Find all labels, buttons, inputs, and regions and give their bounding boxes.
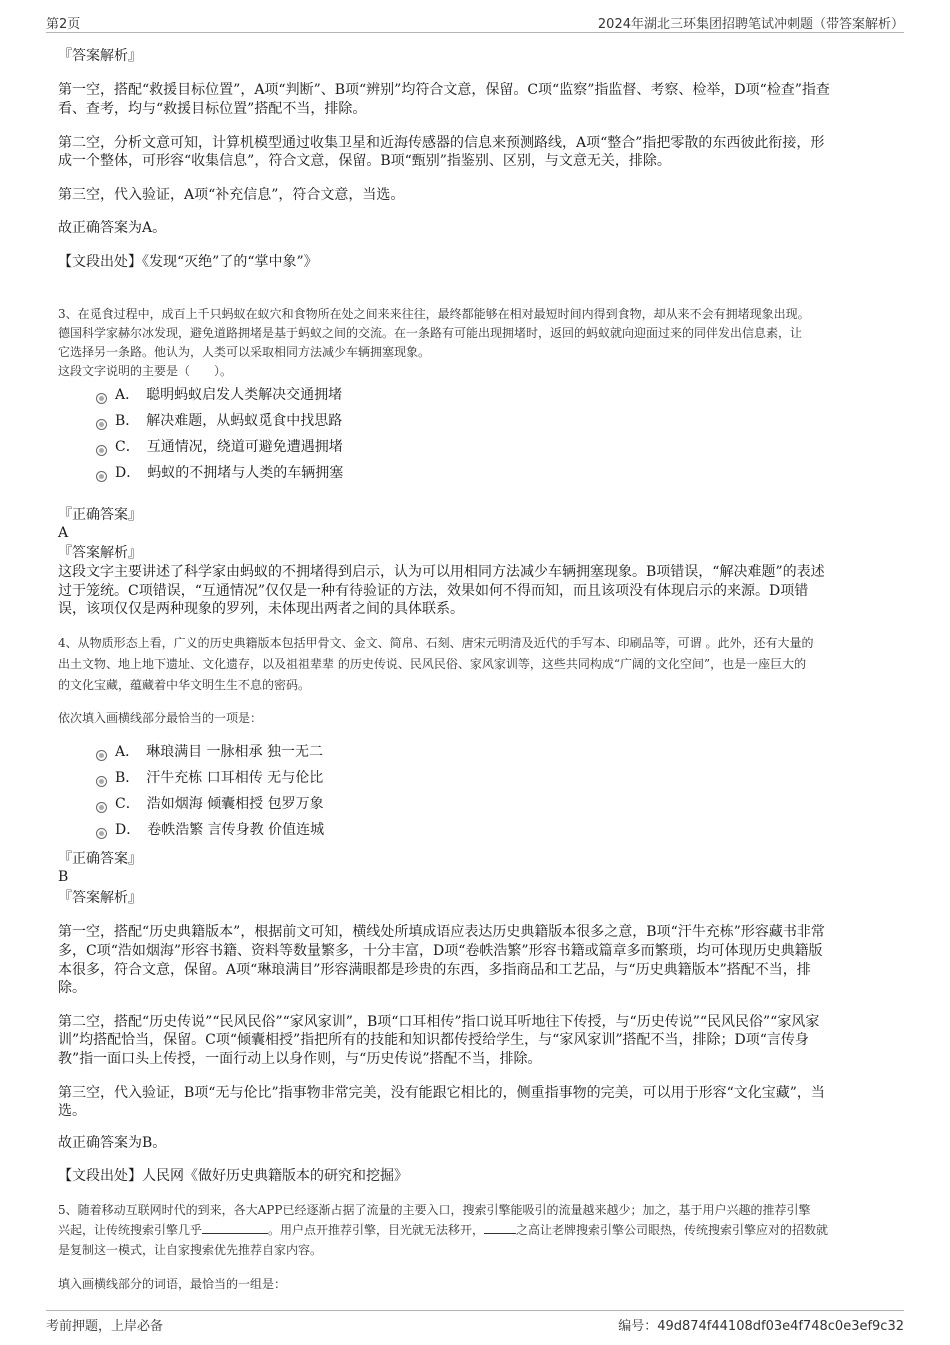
- analysis-text: 本很多，符合文意，保留。A项“琳琅满目”形容满眼都是珍贵的东西，多指商品和工艺品，与“历史典籍版本”搭配不当，排: [58, 962, 811, 978]
- analysis-text: 除。: [58, 980, 86, 996]
- question-prompt: 依次填入画横线部分最恰当的一项是：: [58, 711, 263, 725]
- analysis-text: 成一个整体，可形容“收集信息”，符合文意，保留。B项“甄别”指鉴别、区别，与文意无关，排除。: [58, 153, 671, 169]
- page-footer: [46, 1310, 904, 1335]
- question-stem: 它选择另一条路。他认为，人类可以采取相同方法减少车辆拥塞现象。: [58, 345, 431, 359]
- radio-option-a[interactable]: [96, 393, 107, 404]
- radio-option-b[interactable]: [96, 776, 107, 787]
- analysis-text: 训”均搭配恰当，保留。C项“倾囊相授”指把所有的技能和知识都传授给学生，与“家风家训”搭配不当，排除；D项“言传身: [58, 1032, 809, 1048]
- radio-option-b[interactable]: [96, 419, 107, 430]
- question-stem: 4、从物质形态上看，广义的历史典籍版本包括甲骨文、金文、简帛、石刻、唐宋元明清及近代的手写本、印刷品等，可谓 。此外，还有大量的: [58, 636, 814, 650]
- blank-line: [484, 1221, 516, 1234]
- page-header: [46, 10, 904, 33]
- question-stem: 5、随着移动互联网时代的到来，各大APP已经逐渐占据了流量的主要入口，搜索引擎能吸引的流量越来越少；加之，基于用户兴趣的推荐引擎: [58, 1203, 811, 1217]
- radio-option-c[interactable]: [96, 802, 107, 813]
- analysis-text: 过于笼统。C项错误，“互通情况”仅仅是一种有待验证的方法，效果如何不得而知，而且该项没有体现启示的来源。D项错: [58, 583, 809, 599]
- source-citation: 【文段出处】人民网《做好历史典籍版本的研究和挖掘》: [58, 1168, 408, 1184]
- question-stem: 是复制这一模式，让自家搜索优先推荐自家内容。: [58, 1243, 323, 1257]
- option-a[interactable]: A． 琳琅满目 一脉相承 独一无二: [115, 744, 324, 760]
- question-stem: 兴起，让传统搜索引擎几乎 。用户点开推荐引擎，目光就无法移开， 之高让老牌搜索引擎公司眼热，传统搜索引擎应对的招数就: [58, 1223, 829, 1237]
- document-code: 编号：49d874f44108df03e4f748c0e3ef9c32: [618, 1319, 904, 1334]
- document-title: 2024年湖北三环集团招聘笔试冲刺题（带答案解析）: [597, 17, 904, 32]
- answer-value: A: [58, 525, 69, 541]
- analysis-text: 第三空，代入验证，A项“补充信息”，符合文意，当选。: [58, 187, 405, 203]
- analysis-text: 第一空，搭配“救援目标位置”，A项“判断”、B项“辨别”均符合文意，保留。C项“监察”指监督、考察、检举，D项“检查”指查: [58, 82, 830, 98]
- radio-option-d[interactable]: [96, 828, 107, 839]
- analysis-label: 『答案解析』: [58, 545, 142, 561]
- option-c[interactable]: C． 浩如烟海 倾囊相授 包罗万象: [115, 796, 324, 812]
- final-answer: 故正确答案为B。: [58, 1135, 167, 1151]
- blank-line: [202, 1221, 268, 1234]
- analysis-text: 选。: [58, 1103, 86, 1119]
- analysis-text: 第二空，搭配“历史传说”“民风民俗”“家风家训”，B项“口耳相传”指口说耳听地往下传授，与“历史传说”“民风民俗”“家风家: [58, 1014, 820, 1030]
- option-b[interactable]: B． 汗牛充栋 口耳相传 无与伦比: [115, 770, 324, 786]
- analysis-text: 教”指一面口头上传授，一面行动上以身作则，与“历史传说”搭配不当，排除。: [58, 1051, 542, 1067]
- question-stem: 的文化宝藏，蕴藏着中华文明生生不息的密码。: [58, 678, 311, 692]
- final-answer: 故正确答案为A。: [58, 220, 167, 236]
- question-stem: 德国科学家赫尔冰发现，避免道路拥堵是基于蚂蚁之间的交流。在一条路有可能出现拥堵时，返回的蚂蚁就向迎面过来的同伴发出信息素，让: [58, 326, 803, 340]
- option-d[interactable]: D． 卷帙浩繁 言传身教 价值连城: [115, 822, 325, 838]
- option-d[interactable]: D． 蚂蚁的不拥堵与人类的车辆拥塞: [115, 465, 344, 481]
- footer-slogan: 考前押题，上岸必备: [46, 1319, 164, 1334]
- question-stem: 出土文物、地上地下遗址、文化遗存，以及祖祖辈辈 的历史传说、民风民俗、家风家训等，这些共同构成“广阔的文化空间”，也是一座巨大的: [58, 657, 807, 671]
- analysis-text: 第三空，代入验证，B项“无与伦比”指事物非常完美，没有能跟它相比的，侧重指事物的完美，可以用于形容“文化宝藏”，当: [58, 1085, 825, 1101]
- option-a[interactable]: A． 聪明蚂蚁启发人类解决交通拥堵: [115, 387, 343, 403]
- question-prompt: 填入画横线部分的词语，最恰当的一组是：: [58, 1277, 287, 1291]
- source-citation: 【文段出处】《发现“灭绝”了的“掌中象”》: [58, 254, 318, 270]
- analysis-text: 误，该项仅仅是两种现象的罗列，未体现出两者之间的具体联系。: [58, 601, 464, 617]
- page-number: 第2页: [46, 17, 81, 32]
- answer-value: B: [58, 869, 69, 885]
- analysis-text: 这段文字主要讲述了科学家由蚂蚁的不拥堵得到启示，认为可以用相同方法减少车辆拥塞现象。B项错误，“解决难题”的表述: [58, 564, 825, 580]
- analysis-label: 『答案解析』: [58, 48, 142, 64]
- radio-option-d[interactable]: [96, 471, 107, 482]
- question-prompt: 这段文字说明的主要是（ ）。: [58, 364, 233, 378]
- analysis-text: 第一空，搭配“历史典籍版本”，根据前文可知，横线处所填成语应表达历史典籍版本很多之意，B项“汗牛充栋”形容藏书非常: [58, 924, 825, 940]
- analysis-text: 多，C项“浩如烟海”形容书籍、资料等数量繁多，十分丰富，D项“卷帙浩繁”形容书籍或篇章多而繁琐，均可体现历史典籍版: [58, 943, 823, 959]
- analysis-text: 第二空，分析文意可知，计算机模型通过收集卫星和近海传感器的信息来预测路线，A项“整合”指把零散的东西彼此衔接，形: [58, 135, 825, 151]
- analysis-label: 『答案解析』: [58, 890, 142, 906]
- option-c[interactable]: C． 互通情况，绕道可避免遭遇拥堵: [115, 439, 343, 455]
- question-stem: 3、在觅食过程中，成百上千只蚂蚁在蚁穴和食物所在处之间来来往往，最终都能够在相对最短时间内得到食物，却从来不会有拥堵现象出现。: [58, 307, 810, 321]
- radio-option-a[interactable]: [96, 750, 107, 761]
- option-b[interactable]: B． 解决难题，从蚂蚁觅食中找思路: [115, 413, 343, 429]
- answer-label: 『正确答案』: [58, 851, 142, 867]
- radio-option-c[interactable]: [96, 445, 107, 456]
- analysis-text: 看、查考，均与“救援目标位置”搭配不当，排除。: [58, 101, 367, 117]
- answer-label: 『正确答案』: [58, 507, 142, 523]
